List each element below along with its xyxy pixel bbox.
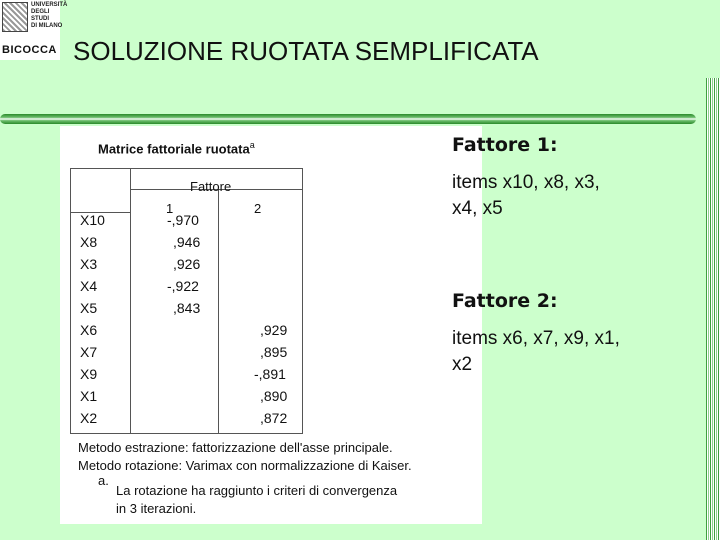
row-label: X10 (80, 212, 105, 228)
factor2-heading: Fattore 2: (452, 290, 558, 312)
decorative-rule (0, 114, 696, 124)
row-label: X6 (80, 322, 98, 338)
seal-icon (2, 2, 28, 32)
row-label: X5 (80, 300, 98, 316)
footnote-iterations: in 3 iterazioni. (116, 501, 197, 516)
factor2-section (452, 290, 620, 378)
row-label: X2 (80, 410, 98, 426)
slide-title: SOLUZIONE RUOTATA SEMPLIFICATA (73, 36, 539, 66)
row-label: X7 (80, 344, 98, 360)
footnote-marker: a. (98, 473, 109, 488)
footnote-rotation: Metodo rotazione: Varimax con normalizzazione di Kaiser. (78, 458, 412, 473)
matrix-title: Matrice fattoriale ruotata$^a$ (98, 140, 255, 157)
table-divider (130, 169, 131, 433)
factor1-items-line1: items x10, x8, x3, (452, 172, 600, 193)
row-label: X8 (80, 234, 98, 250)
loading-f2: ,895 (260, 344, 288, 360)
row-label: X3 (80, 256, 98, 272)
loading-f1: ,946 (173, 234, 201, 250)
factor1-heading: Fattore 1: (452, 134, 558, 156)
matrix-title-footnote-marker: a (249, 140, 255, 150)
rotated-matrix-panel (60, 126, 482, 524)
table-divider (218, 189, 219, 433)
footnote-extraction: Metodo estrazione: fattorizzazione dell'asse principale. (78, 440, 393, 455)
loading-f2: ,890 (260, 388, 288, 404)
factor2-items-line2: x2 (452, 354, 473, 375)
header-col-1: 1 (166, 201, 174, 216)
loading-f2: ,929 (260, 322, 288, 338)
row-label: X9 (80, 366, 98, 382)
header-fattore: Fattore (190, 179, 232, 194)
right-decorative-strip (706, 78, 720, 540)
loading-f2: ,872 (260, 410, 288, 426)
factor1-section (452, 134, 600, 222)
logo-wordmark: BICOCCA (2, 44, 57, 56)
loading-f1: -,922 (167, 278, 199, 294)
loading-f1: -,970 (167, 212, 199, 228)
loading-f2: -,891 (254, 366, 286, 382)
factor1-items-line2: x4, x5 (452, 198, 503, 219)
logo-top-text: UNIVERSITÀ DEGLI STUDI DI MILANO (31, 2, 68, 29)
university-logo (0, 0, 68, 60)
header-col-2: 2 (254, 201, 262, 216)
factor-matrix-table (70, 168, 303, 434)
row-label: X1 (80, 388, 98, 404)
row-label: X4 (80, 278, 98, 294)
factor2-items-line1: items x6, x7, x9, x1, (452, 328, 620, 349)
loading-f1: ,926 (173, 256, 201, 272)
loading-f1: ,843 (173, 300, 201, 316)
footnote-convergence: La rotazione ha raggiunto i criteri di convergenza (116, 483, 398, 498)
